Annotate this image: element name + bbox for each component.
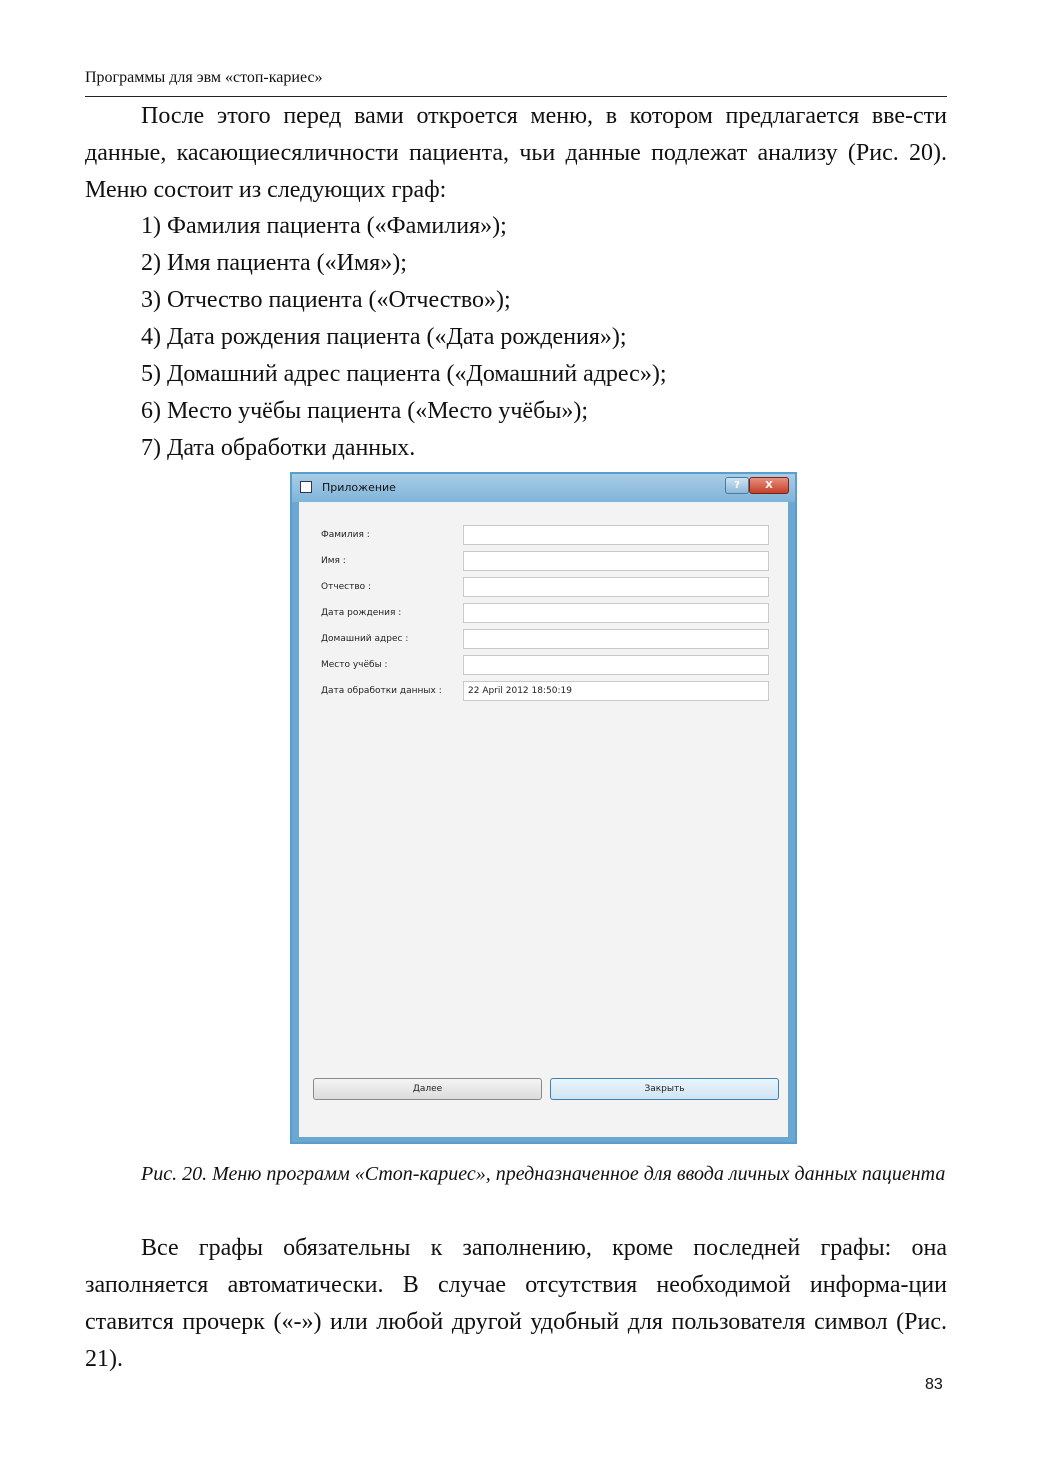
- birth-date-label: Дата рождения :: [321, 608, 402, 618]
- list-item: 3) Отчество пациента («Отчество»);: [141, 287, 511, 313]
- window-titlebar: [292, 474, 795, 502]
- list-item: 6) Место учёбы пациента («Место учёбы»);: [141, 398, 589, 424]
- home-address-input[interactable]: [463, 629, 769, 649]
- next-button[interactable]: Далее: [313, 1078, 542, 1100]
- header-rule: [85, 96, 947, 97]
- help-button[interactable]: ?: [725, 477, 749, 494]
- birth-date-input[interactable]: [463, 603, 769, 623]
- close-window-button[interactable]: X: [749, 477, 789, 494]
- form-row-study-place: [299, 655, 788, 677]
- surname-label: Фамилия :: [321, 530, 370, 540]
- close-dialog-button[interactable]: Закрыть: [550, 1078, 779, 1100]
- app-icon: [300, 481, 312, 493]
- list-item: 7) Дата обработки данных.: [141, 435, 416, 461]
- form-row-patronymic: [299, 577, 788, 599]
- window-title: Приложение: [322, 481, 396, 494]
- form-row-birth-date: [299, 603, 788, 625]
- patronymic-label: Отчество :: [321, 582, 372, 592]
- processing-date-input[interactable]: 22 April 2012 18:50:19: [463, 681, 769, 701]
- form-row-processing-date: [299, 681, 788, 703]
- processing-date-label: Дата обработки данных :: [321, 686, 442, 696]
- figure-caption: Рис. 20. Меню программ «Стоп-кариес», предназначенное для ввода личных данных пациента: [141, 1163, 946, 1185]
- closing-paragraph: Все графы обязательны к заполнению, кроме последней графы: она заполняется автоматически. В случае отсутствия необходимой информа-ции ставится прочерк («-») или любой другой удобный для пользователя символ (Рис. 21).: [85, 1235, 947, 1372]
- list-item: 2) Имя пациента («Имя»);: [141, 250, 407, 276]
- patronymic-input[interactable]: [463, 577, 769, 597]
- window-client-area: [299, 502, 788, 1137]
- study-place-label: Место учёбы :: [321, 660, 388, 670]
- list-item: 5) Домашний адрес пациента («Домашний адрес»);: [141, 361, 667, 387]
- list-item: 4) Дата рождения пациента («Дата рождения»);: [141, 324, 627, 350]
- running-header: Программы для эвм «стоп-кариес»: [85, 69, 323, 86]
- form-row-name: [299, 551, 788, 573]
- name-input[interactable]: [463, 551, 769, 571]
- form-row-surname: [299, 525, 788, 547]
- form-row-home-address: [299, 629, 788, 651]
- intro-paragraph: После этого перед вами откроется меню, в котором предлагается вве-сти данные, касающиесяличности пациента, чьи данные подлежат анализу (Рис. 20). Меню состоит из следующих граф:: [85, 103, 947, 203]
- surname-input[interactable]: [463, 525, 769, 545]
- page-number: 83: [925, 1376, 943, 1393]
- app-window-screenshot: [290, 472, 797, 1144]
- field-list: [141, 208, 667, 467]
- home-address-label: Домашний адрес :: [321, 634, 409, 644]
- name-label: Имя :: [321, 556, 346, 566]
- study-place-input[interactable]: [463, 655, 769, 675]
- list-item: 1) Фамилия пациента («Фамилия»);: [141, 213, 507, 239]
